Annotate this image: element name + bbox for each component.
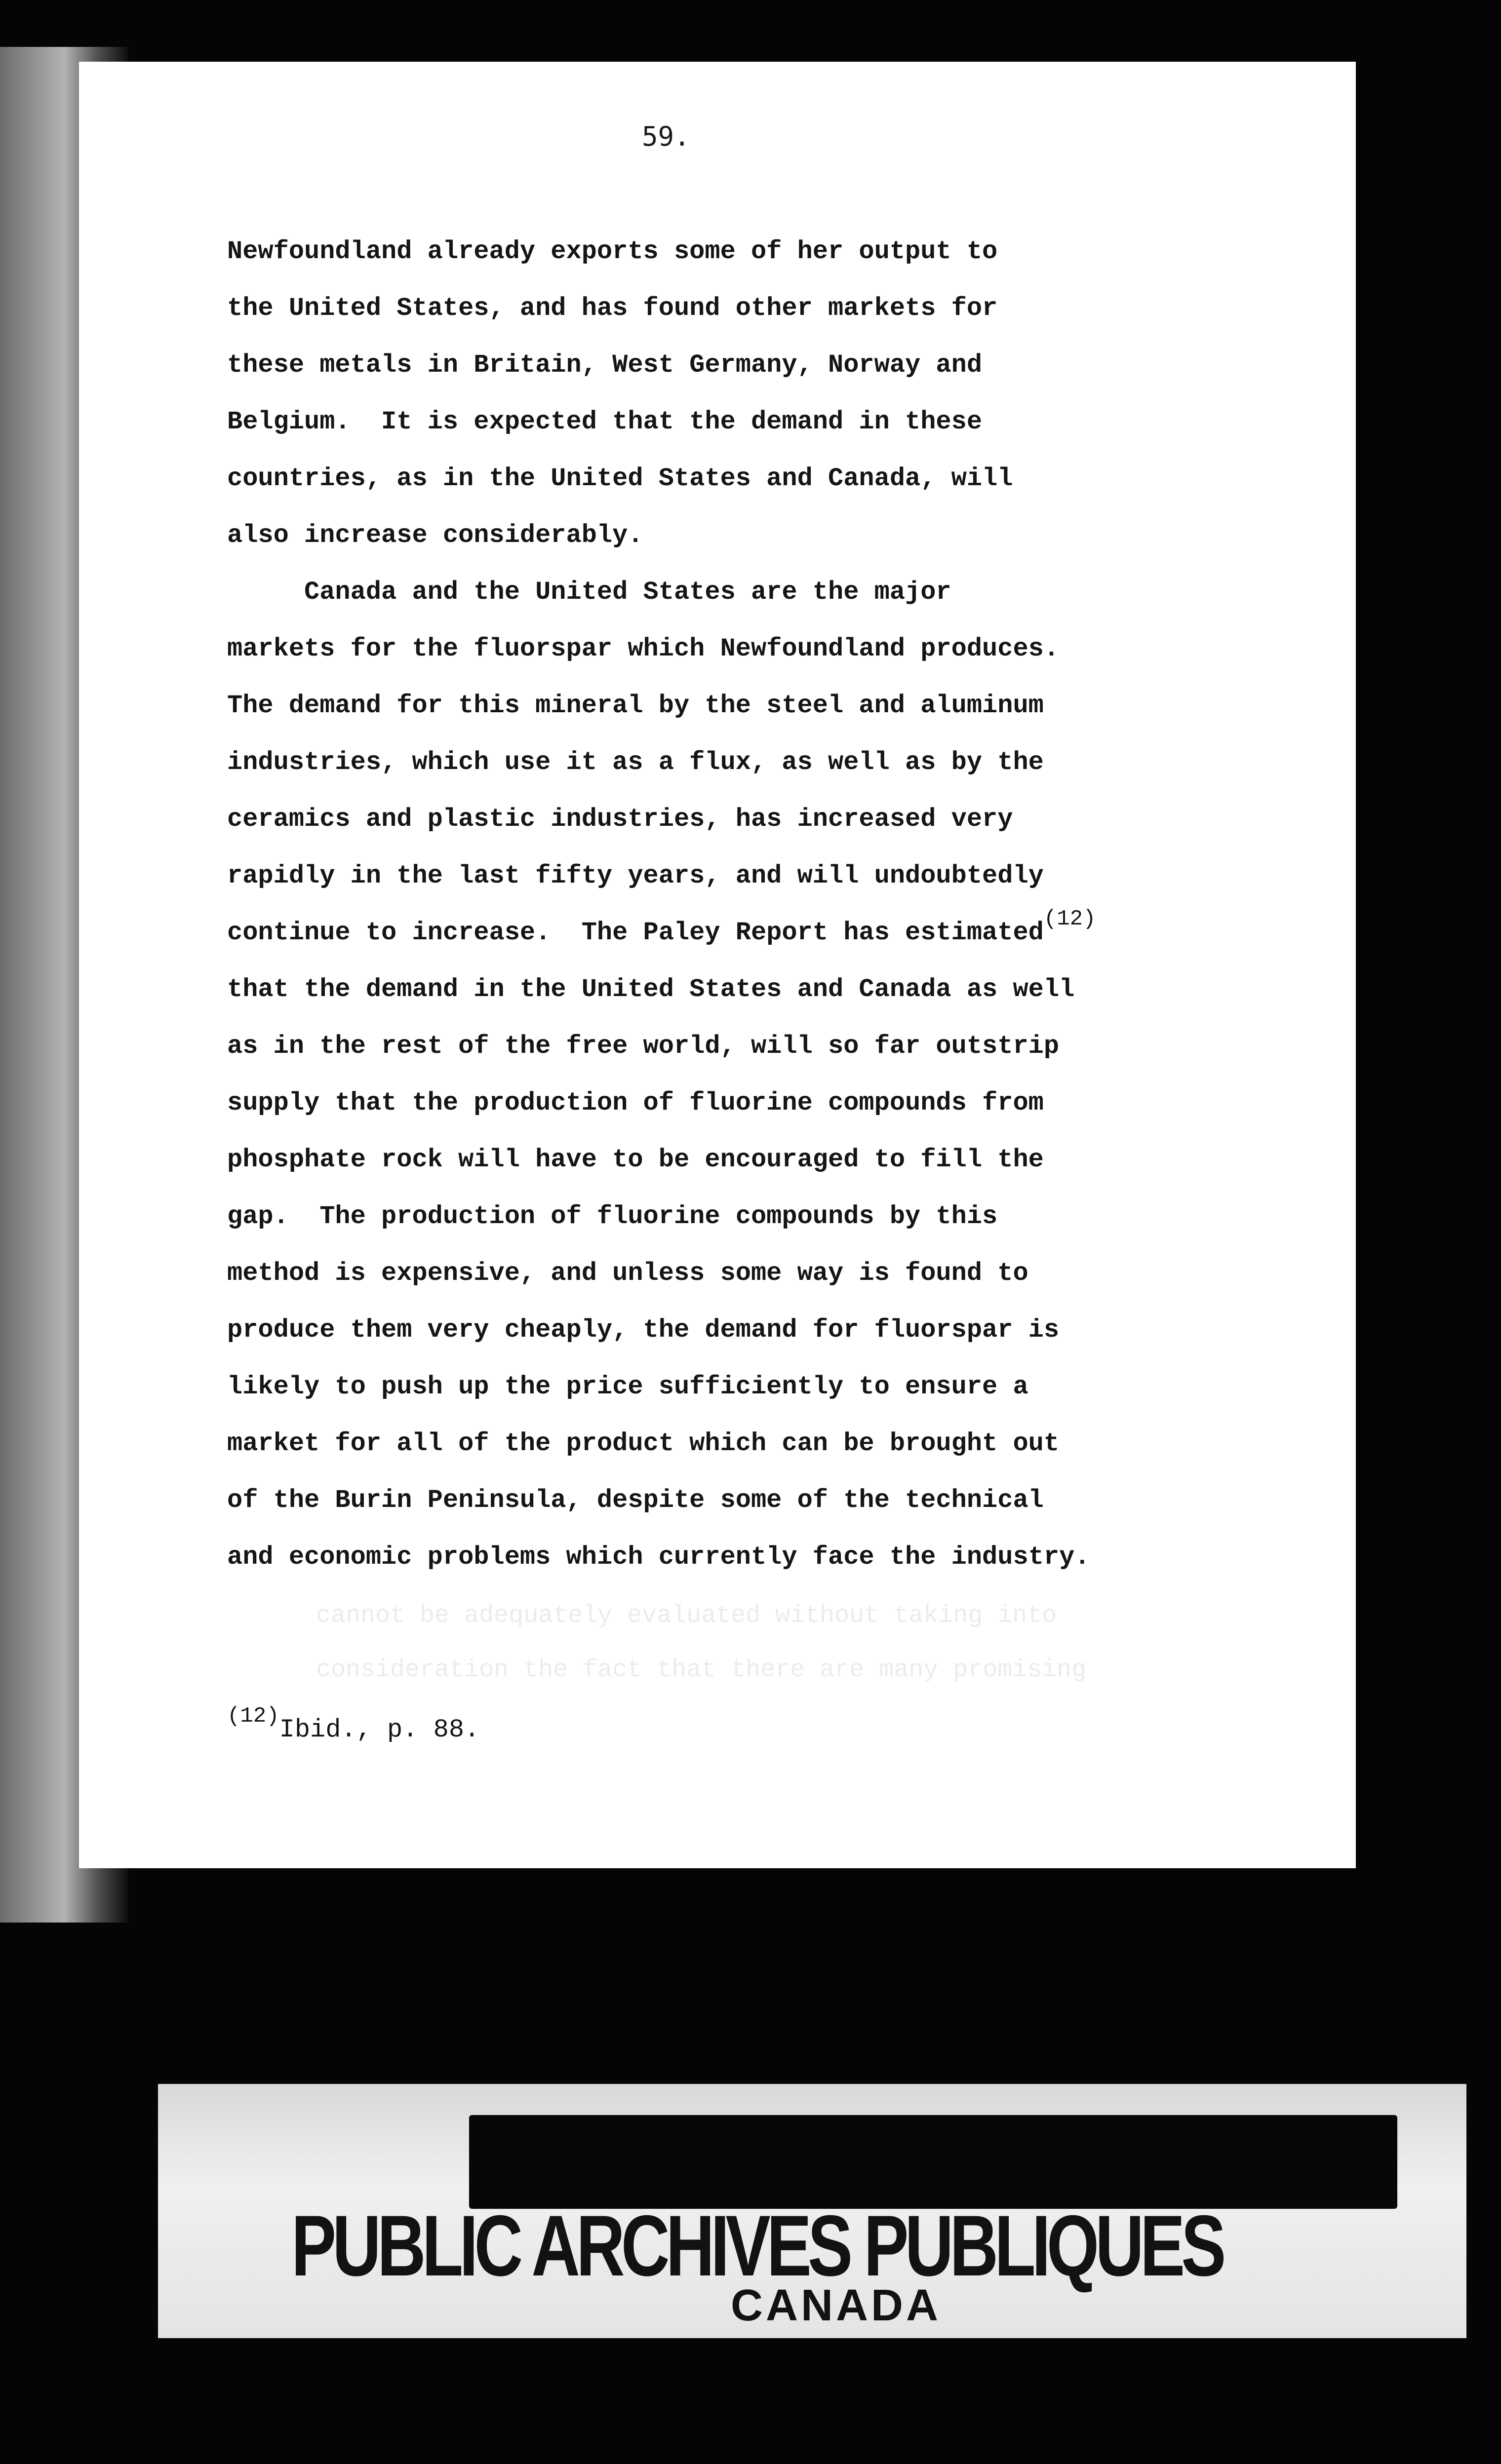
footnote-marker: (12) (227, 1704, 279, 1729)
document-page (79, 62, 1356, 1868)
body-line: gap. The production of fluorine compounds by this (227, 1202, 998, 1231)
body-line: Canada and the United States are the major (227, 578, 951, 607)
body-line: industries, which use it as a flux, as well as by the (227, 748, 1044, 777)
body-line: as in the rest of the free world, will so far outstrip (227, 1032, 1060, 1061)
body-line-text: continue to increase. The Paley Report has estimated (227, 918, 1044, 947)
body-line: the United States, and has found other markets for (227, 294, 998, 323)
footnote-reference: (12) (1043, 907, 1096, 931)
body-line: markets for the fluorspar which Newfoundland produces. (227, 634, 1060, 663)
body-line: produce them very cheaply, the demand for fluorspar is (227, 1315, 1060, 1345)
body-line: method is expensive, and unless some way is found to (227, 1259, 1028, 1288)
body-line: supply that the production of fluorine compounds from (227, 1088, 1044, 1117)
body-line: phosphate rock will have to be encouraged to fill the (227, 1145, 1044, 1174)
body-line: of the Burin Peninsula, despite some of the technical (227, 1486, 1044, 1515)
body-line: and economic problems which currently face the industry. (227, 1542, 1090, 1572)
page-number: 59. (642, 121, 690, 152)
footnote-text: Ibid., p. 88. (279, 1715, 480, 1744)
body-line: The demand for this mineral by the steel and aluminum (227, 691, 1044, 720)
body-line: Belgium. It is expected that the demand in these (227, 407, 983, 436)
body-line: ceramics and plastic industries, has increased very (227, 805, 1013, 834)
body-line: likely to push up the price sufficiently to ensure a (227, 1372, 1028, 1401)
archive-label-subtitle: CANADA (731, 2281, 941, 2330)
redaction-bar (469, 2115, 1397, 2209)
body-line-with-footnote-ref (227, 907, 1096, 947)
footnote (227, 1704, 480, 1744)
body-line: these metals in Britain, West Germany, Norway and (227, 350, 983, 380)
body-line: also increase considerably. (227, 521, 643, 550)
bleed-through-text: cannot be adequately evaluated without taking into (316, 1602, 1057, 1630)
body-line: market for all of the product which can be brought out (227, 1429, 1060, 1458)
body-line: that the demand in the United States and Canada as well (227, 975, 1075, 1004)
body-line: countries, as in the United States and Canada, will (227, 464, 1013, 493)
bleed-through-text: consideration the fact that there are many promising (316, 1656, 1087, 1684)
archive-label-title: PUBLIC ARCHIVES PUBLIQUES (291, 2198, 1223, 2294)
body-line: rapidly in the last fifty years, and will undoubtedly (227, 861, 1044, 890)
body-line: Newfoundland already exports some of her output to (227, 237, 998, 266)
